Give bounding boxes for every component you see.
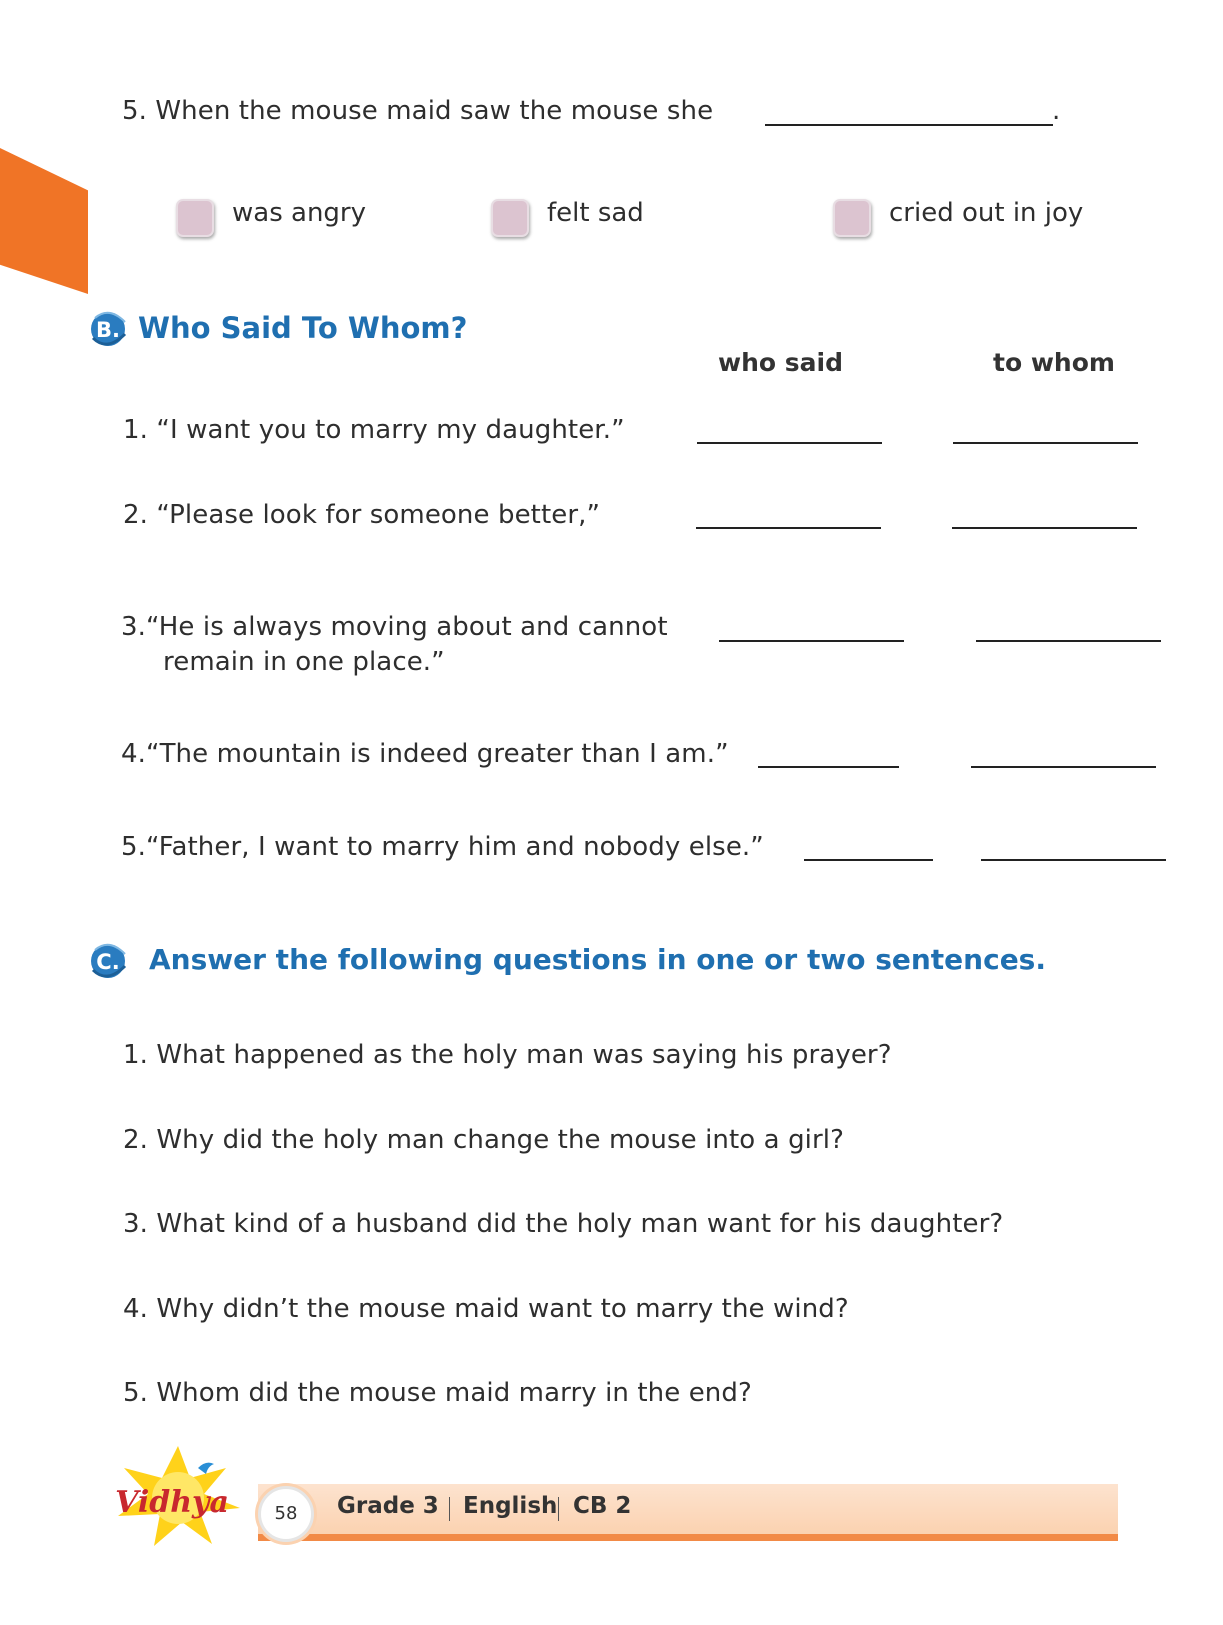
footer-divider-2 [558,1497,559,1521]
who-said-blank-1[interactable] [697,442,882,444]
mcq-question: 5. When the mouse maid saw the mouse she [122,96,714,126]
question-c-4: 4. Why didn’t the mouse maid want to marry the wind? [123,1294,849,1324]
column-head-to-whom: to whom [993,348,1115,377]
option-checkbox-3[interactable] [833,199,871,237]
column-head-who-said: who said [718,348,843,377]
question-c-5: 5. Whom did the mouse maid marry in the end? [123,1378,752,1408]
to-whom-blank-1[interactable] [953,442,1138,444]
question-c-1: 1. What happened as the holy man was saying his prayer? [123,1040,892,1070]
who-said-blank-4[interactable] [758,766,899,768]
section-c-badge-letter: C. [96,950,120,974]
mcq-blank[interactable] [765,124,1053,126]
section-c-badge-icon [87,940,129,982]
quote-item-3: 3.“He is always moving about and cannot [121,612,668,642]
quote-item-3-cont: remain in one place.” [163,647,445,677]
who-said-blank-2[interactable] [696,527,881,529]
footer-book: CB 2 [573,1493,632,1519]
page-number: 58 [258,1486,314,1542]
to-whom-blank-5[interactable] [981,859,1166,861]
question-c-2: 2. Why did the holy man change the mouse into a girl? [123,1125,845,1155]
quote-item-5: 5.“Father, I want to marry him and nobody else.” [121,832,764,862]
footer-divider-1 [449,1497,450,1521]
who-said-blank-3[interactable] [719,640,904,642]
quote-item-1: 1. “I want you to marry my daughter.” [123,415,625,445]
to-whom-blank-4[interactable] [971,766,1156,768]
orange-side-tab [0,148,88,294]
to-whom-blank-2[interactable] [952,527,1137,529]
quote-item-4: 4.“The mountain is indeed greater than I am.” [121,739,729,769]
vidhya-logo-text: Vidhya [115,1485,229,1520]
option-checkbox-2[interactable] [491,199,529,237]
vidhya-logo [90,1442,265,1550]
footer-grade: Grade 3 [337,1493,439,1519]
option-label-3: cried out in joy [889,198,1084,228]
section-c-title: Answer the following questions in one or two sentences. [149,943,1046,976]
question-c-3: 3. What kind of a husband did the holy man want for his daughter? [123,1209,1004,1239]
option-label-2: felt sad [547,198,644,228]
option-checkbox-1[interactable] [176,199,214,237]
option-label-1: was angry [232,198,366,228]
section-b-badge-letter: B. [96,318,120,342]
quote-item-2: 2. “Please look for someone better,” [123,500,601,530]
section-b-badge-icon [87,308,129,350]
mcq-period: . [1052,96,1061,126]
to-whom-blank-3[interactable] [976,640,1161,642]
footer-subject: English [463,1493,558,1519]
who-said-blank-5[interactable] [804,859,933,861]
section-b-title: Who Said To Whom? [138,311,468,345]
